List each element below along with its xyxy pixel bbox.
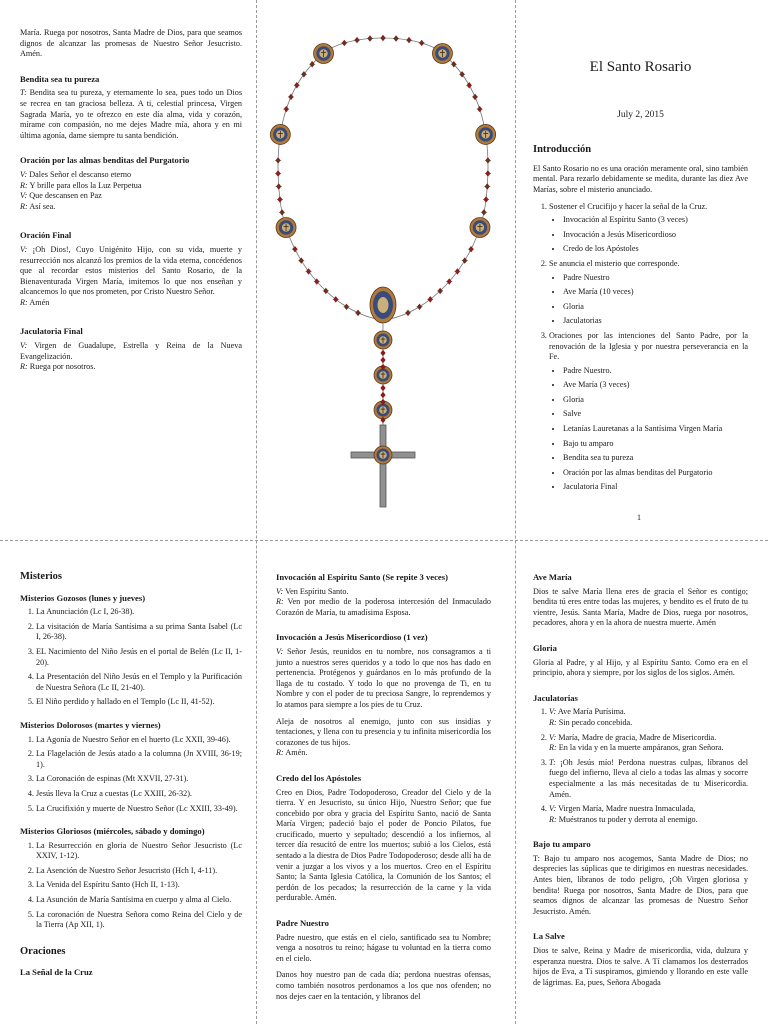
credo-text: Creo en Dios, Padre Todopoderoso, Creador del Cielo y de la tierra. Y en Jesucristo, su único Hijo, Nuestro Señor; que fue concebido por obra y gracia del Espíritu Santo, nació de Santa María Virgen; padeció bajo el poder de Poncio Pilatos, fue crucificado, muerto y sepultado; descendió a los infiernos, al tercer día resucitó de entre los muertos; subió a los Cielos, está sentado a la diestra de Dios Padre Todopoderoso; desde allí ha de venir a juzgar a los vivos y a los muertos. Creo en el Espíritu Santo; la Santa Iglesia Católica, la Comunión de los Santos; el perdón de los pecados; la resurrección de la carne y la vida perdurable. Amén. [276,787,491,903]
rosary-bead [466,82,472,88]
gloriosos-heading: Misterios Gloriosos (miércoles, sábado y domingo) [20,826,205,837]
rosary-medal [432,44,452,64]
rosary-bead [294,82,300,88]
rosary-medal [476,124,496,144]
la-salve-text: Dios te salve, Reina y Madre de misericordia, vida, dulzura y esperanza nuestra. Dios te salve. A Tí clamamos los desterrados hijos de Eva, a Tí suspiramos, gimiendo y llorando en este valle de lágrimas. Ea, pues, Señora Abogada [533,946,748,987]
rosary-bead [462,257,468,263]
introduccion-text: El Santo Rosario no es una oración meramente oral, sino también mental. Para rezarlo debidamente se medita, durante las diez Ave Marías, sobre el misterio anunciado. [533,163,748,194]
rosary-step-sublist [549,215,748,255]
rosary-bead [380,392,385,398]
gozoso-item: 5. El Niño perdido y hallado en el Templo (Lc II, 41-52). [36,697,242,708]
continuation-text: María. Ruega por nosotros, Santa Madre de Dios, para que seamos dignos de alcanzar las promesas de Nuestro Señor Jesucristo. Amén. [20,28,242,59]
rosary-bead [355,310,361,316]
purgatorio-line: R: Y brille para ellos la Luz Perpetua [20,180,142,190]
rosary-bead [275,170,281,176]
rosary-bead [472,94,478,100]
bendita-heading: Bendita sea tu pureza [20,73,100,84]
rosary-bead [380,385,385,391]
column-bottom-middle [276,572,491,1008]
bendita-text: T: Bendita sea tu pureza, y eternamente lo sea, pues todo un Dios se recrea en tan graciosa belleza. A ti, celestial princesa, Virgen Sagrada María, yo te ofrezco en este día alma, vida y corazón, mírame con compasión, no me dejes Madre mía, ahora y en mi última agonía, dame siempre tu santa bendición. [20,88,243,140]
column-top-right [533,59,748,499]
rosary-step-sublist [549,273,748,327]
doloroso-item: 1. La Agonía de Nuestro Señor en el huerto (Lc XXII, 39-46). [36,735,242,746]
rosary-bead [283,106,289,112]
jesus-misericordioso-text-2: Aleja de nosotros al enemigo, junto con sus insidias y tentaciones, y llena con tu presencia y tu infinita misericordia los corazones de tus hijos. [276,716,491,747]
rosary-step [549,259,748,327]
jaculatoria-item: 3. T: ¡Oh Jesús mío! Perdona nuestras culpas, líbranos del fuego del infierno, lleva al cielo a todas las almas y socorre especialmente a las más necesitadas de tu Misericordia. Amén. [549,758,748,800]
rosary-substep: • Padre Nuestro. [563,366,748,377]
padre-nuestro-text: Padre nuestro, que estás en el cielo, santificado sea tu Nombre; venga a nosotros tu reino; hágase tu voluntad en la tierra como en el cielo. [276,932,491,963]
rosary-step-text: Oraciones por las intenciones del Santo Padre, por la renovación de la Iglesia y por nuestra perseverancia en la Fe. [549,330,748,362]
rosary-bead [277,196,283,202]
rosary-illustration [258,20,508,520]
rosary-bead [485,170,491,176]
jaculatoria-item: 1. V: Ave María Purísima. R: Sin pecado concebida. [549,707,748,728]
la-salve-heading: La Salve [533,931,565,942]
rosary-substep: • Ave María (10 veces) [563,287,748,298]
rosary-bead [484,183,490,189]
jaculatoria-item: 4. V: Virgen María, Madre nuestra Inmaculada, R: Muéstranos tu poder y derrota al enemigo. [549,804,748,825]
credo-heading: Credo del los Apóstoles [276,772,362,783]
rosary-step [549,202,748,255]
jesus-misericordioso-heading: Invocación a Jesús Misericordioso (1 vez) [276,632,428,643]
rosary-medal [276,217,296,237]
rosary-chain [278,38,488,320]
ave-maria-heading: Ave María [533,572,572,582]
jaculatoria-final-response: R: Ruega por nosotros. [20,362,96,372]
jaculatorias-list [533,707,748,825]
jaculatoria-final-text: V: Virgen de Guadalupe, Estrella y Reina de la Nueva Evangelización. [20,341,242,361]
doloroso-item: 2. La Flagelación de Jesús atado a la columna (Jn XVIII, 36-19; 1). [36,749,242,770]
rosary-bead [393,35,399,41]
document-date: July 2, 2015 [617,109,664,120]
column-bottom-left [20,572,242,982]
rosary-medal [374,331,392,349]
padre-nuestro-heading: Padre Nuestro [276,918,329,929]
gloria-text: Gloria al Padre, y al Hijo, y al Espíritu Santo. Como era en el principio, ahora y siempre, por los siglos de los siglos. Amén. [533,657,748,678]
rosary-substep: • Invocación a Jesús Misericordioso [563,230,748,241]
rosary-bead [427,296,433,302]
rosary-bead [406,37,412,43]
bajo-tu-amparo-text: T: Bajo tu amparo nos acogemos, Santa Madre de Dios; no desprecies las súplicas que te dirigimos en nuestras necesidades. Antes bien, líbranos de todo peligro, ¡Oh Virgen gloriosa y bendita! Ruega por nosotros, Santa Madre de Dios, para que seamos dignos de alcanzar las promesas de Nuestro Señor Jesucristo. Amén. [533,853,748,916]
gozoso-item: 3. EL Nacimiento del Niño Jesús en el portal de Belén (Lc II, 1-20). [36,647,242,668]
espiritu-santo-v: V: Ven Espíritu Santo. [276,586,349,596]
ave-maria-text: Dios te salve María llena eres de gracia el Señor es contigo; bendita tú eres entre todas las mujeres, y bendito es el fruto de tu vientre, Jesús. Santa María, Madre de Dios, ruega por nosotros, pecadores, ahora y en la ahora de nuestra muerte. Amén [533,586,748,628]
jesus-misericordioso-text: V: Señor Jesús, reunidos en tu nombre, nos consagramos a ti junto a nuestros seres queridos y a todo lo que nos has dado en pertenencia. Protégenos y guárdanos en lo más profundo de la llaga de tu costado. Y todo lo que no provenga de Ti, en tu Nombre y con el poder de tu preciosa Sangre, lo reprendemos y lo atamos para siempre a los pies de tu Cruz. [276,646,492,709]
rosary-substep: • Credo de los Apóstoles [563,244,748,255]
espiritu-santo-heading: Invocación al Espíritu Santo (Se repite 3 veces) [276,572,448,582]
misterios-heading: Misterios [20,571,62,582]
dolorosos-heading: Misterios Dolorosos (martes y viernes) [20,719,161,730]
jesus-misericordioso-r: R: Amén. [276,748,308,758]
rosary-step-text: Sostener el Crucifijo y hacer la señal de la Cruz. [549,201,708,211]
rosary-bead [288,94,294,100]
rosary-bead [343,304,349,310]
rosary-step [549,331,748,493]
oracion-final-response: R: Amén [20,297,50,307]
rosary-substep: • Gloria [563,302,748,313]
rosary-steps-list [533,202,748,493]
rosary-bead [468,246,474,252]
rosary-bead [275,157,281,163]
rosary-bead [279,209,285,215]
rosary-substep: • Gloria [563,395,748,406]
fold-line-middle [0,540,768,541]
rosary-substep: • Oración por las almas benditas del Purgatorio [563,468,748,479]
document-title: El Santo Rosario [589,59,692,75]
rosary-medal [270,124,290,144]
glorioso-item: 3. La Venida del Espíritu Santo (Hch II, 1-13). [36,880,242,891]
rosary-substep: • Salve [563,409,748,420]
rosary-substep: • Ave María (3 veces) [563,380,748,391]
gloriosos-list [20,841,242,931]
rosary-bead [485,157,491,163]
rosary-center-medal [370,287,396,323]
gozoso-item: 1. La Anunciación (Lc I, 26-38). [36,607,242,618]
rosary-substep: • Jaculatoria Final [563,482,748,493]
glorioso-item: 4. La Asunción de María Santísima en cuerpo y alma al Cielo. [36,895,242,906]
rosary-bead [298,257,304,263]
oraciones-heading: Oraciones [20,945,66,957]
espiritu-santo-r: R: Ven por medio de la poderosa intercesión del Inmaculado Corazón de María, tu amadísima Esposa. [276,597,492,617]
senal-cruz-heading: La Señal de la Cruz [20,967,93,978]
rosary-medal [470,217,490,237]
doloroso-item: 3. La Coronación de espinas (Mt XXVII, 27-31). [36,774,242,785]
rosary-bead [341,40,347,46]
rosary-substep: • Bajo tu amparo [563,439,748,450]
gloria-heading: Gloria [533,642,557,653]
rosary-substep: • Padre Nuestro [563,273,748,284]
fold-line-right [515,0,516,1024]
gozoso-item: 2. La visitación de María Santísima a su prima Santa Isabel (Lc I, 26-38). [36,622,242,643]
introduccion-heading: Introducción [533,144,592,156]
rosary-substep: • Letanías Lauretanas a la Santísima Virgen María [563,424,748,435]
rosary-bead [477,106,483,112]
rosary-bead [417,304,423,310]
gozosos-list [20,607,242,708]
rosary-bead [405,310,411,316]
doloroso-item: 5. La Crucifixión y muerte de Nuestro Señor (Lc XXIII, 33-49). [36,804,242,815]
purgatorio-line: V: Que descansen en Paz [20,191,102,201]
oracion-final-text: V: ¡Oh Dios!, Cuyo Unigénito Hijo, con su vida, muerte y resurrección nos alcanzó los premios de la vida eterna, concédenos que al recordar estos misterios del Santo Rosario, de la Bienaventurada Virgen María, imitemos lo que nos enseñan y alcancemos lo que nos prometen, por Cristo Nuestro Señor. [20,244,242,297]
purgatorio-heading: Oración por las almas benditas del Purgatorio [20,155,190,166]
dolorosos-list [20,735,242,815]
glorioso-item: 1. La Resurrección en gloria de Nuestro Señor Jesucristo (Lc XXIV, 1-12). [36,841,242,862]
rosary-bead [276,183,282,189]
rosary-medal [314,44,334,64]
rosary-bead [380,357,385,363]
purgatorio-line: V: Dales Señor el descanso eterno [20,169,132,179]
padre-nuestro-text-2: Danos hoy nuestro pan de cada día; perdona nuestras ofensas, como también nosotros perdonamos a los que nos ofenden; no nos dejes caer en la tentación, y líbranos del [276,970,491,1001]
crucifix [351,425,415,507]
jaculatorias-heading: Jaculatorias [533,692,578,703]
rosary-bead [419,40,425,46]
rosary-step-sublist [549,366,748,493]
purgatorio-lines [20,170,242,212]
rosary-bead [333,296,339,302]
column-bottom-right [533,572,748,994]
rosary-bead [380,35,386,41]
purgatorio-line: R: Así sea. [20,201,56,211]
rosary-substep: • Jaculatorias [563,316,748,327]
column-top-left [20,28,242,379]
bajo-tu-amparo-heading: Bajo tu amparo [533,839,591,850]
glorioso-item: 5. La coronación de Nuestra Señora como Reina del Cielo y de la Tierra (Ap XII, 1). [36,910,242,931]
crucifix-medal [374,446,392,464]
fold-line-left [256,0,257,1024]
glorioso-item: 2. La Asención de Nuestro Señor Jesucristo (Hch I, 4-11). [36,866,242,877]
rosary-substep: • Invocación al Espíritu Santo (3 veces) [563,215,748,226]
doloroso-item: 4. Jesús lleva la Cruz a cuestas (Lc XXIII, 26-32). [36,789,242,800]
gozosos-heading: Misterios Gozosos (lunes y jueves) [20,592,146,603]
rosary-bead [367,35,373,41]
rosary-bead [292,246,298,252]
rosary-step-text: Se anuncia el misterio que corresponde. [549,258,680,268]
rosary-bead [380,350,385,356]
rosary-substep: • Bendita sea tu pureza [563,453,748,464]
oracion-final-heading: Oración Final [20,230,72,241]
jaculatoria-final-heading: Jaculatoria Final [20,326,83,337]
rosary-bead [483,196,489,202]
rosary-bead [354,37,360,43]
page-number: 1 [637,513,641,522]
jaculatoria-item: 2. V: María, Madre de gracia, Madre de Misericordia. R: En la vida y en la muerte ampáranos, gran Señora. [549,733,748,754]
gozoso-item: 4. La Presentación del Niño Jesús en el Templo y la Purificación de Nuestra Señora (Lc II, 21-40). [36,672,242,693]
rosary-bead [481,209,487,215]
